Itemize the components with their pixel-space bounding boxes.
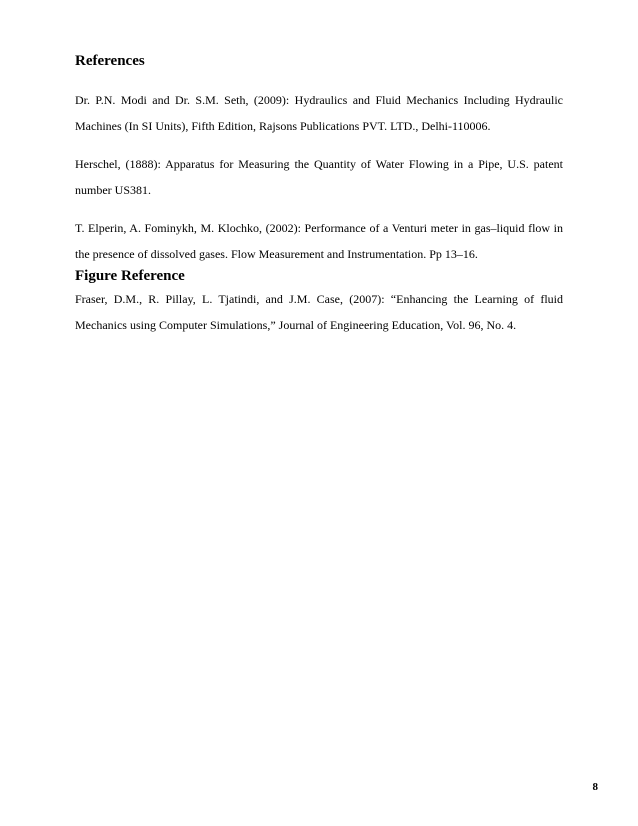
reference-item: Herschel, (1888): Apparatus for Measuring the Quantity of Water Flowing in a Pipe, U.S. patent number US381. <box>75 157 563 197</box>
page-content <box>75 52 563 338</box>
reference-item: Dr. P.N. Modi and Dr. S.M. Seth, (2009): Hydraulics and Fluid Mechanics Including Hydraulic Machines (In SI Units), Fifth Edition, Rajsons Publications PVT. LTD., Delhi-110006. <box>75 93 563 133</box>
references-heading: References <box>75 53 145 69</box>
reference-item: T. Elperin, A. Fominykh, M. Klochko, (2002): Performance of a Venturi meter in gas–liquid flow in the presence of dissolved gases. Flow Measurement and Instrumentation. Pp 13–16. <box>75 221 563 261</box>
page-number: 8 <box>592 781 598 793</box>
figure-reference-item: Fraser, D.M., R. Pillay, L. Tjatindi, and J.M. Case, (2007): “Enhancing the Learning of fluid Mechanics using Computer Simulations,” Journal of Engineering Education, Vol. 96, No. 4. <box>75 292 563 332</box>
figure-reference-heading: Figure Reference <box>75 268 185 284</box>
